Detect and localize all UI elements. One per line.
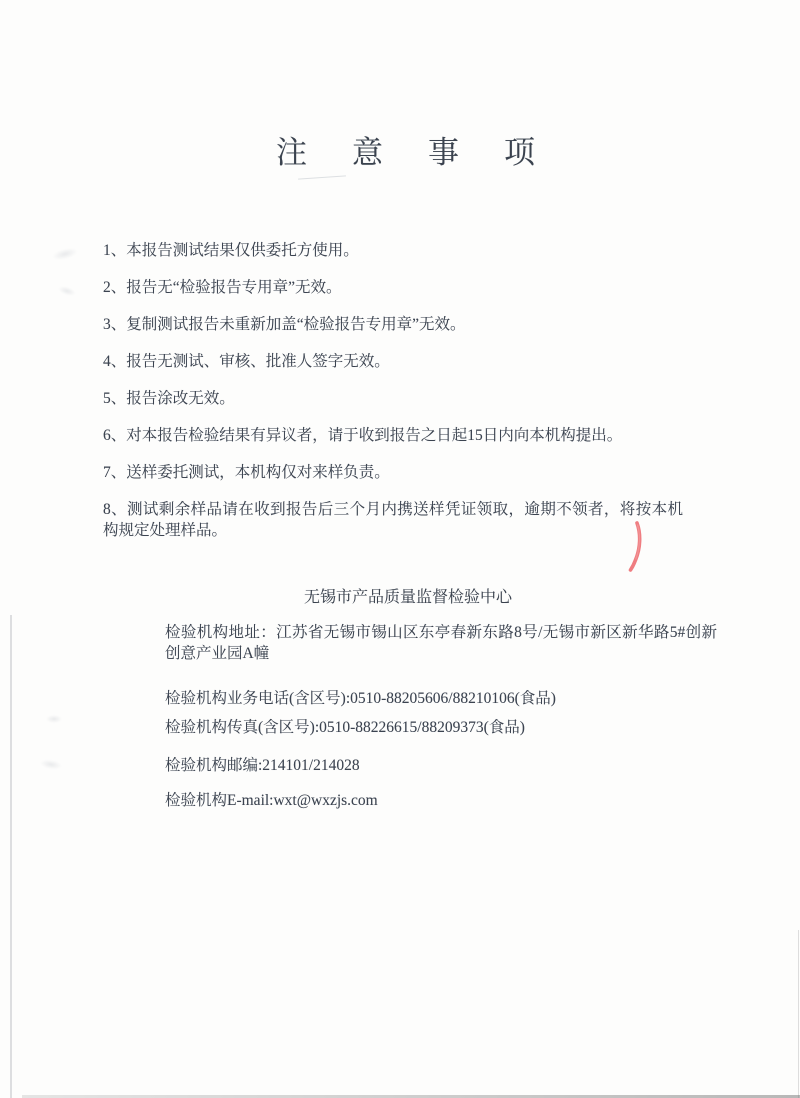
notice-item-6: 6、对本报告检验结果有异议者，请于收到报告之日起15日内向本机构提出。	[103, 427, 623, 444]
notices-list	[103, 240, 683, 557]
org-postcode-line: 检验机构邮编:214101/214028	[165, 757, 360, 774]
notice-item-1: 1、本报告测试结果仅供委托方使用。	[103, 242, 359, 259]
organization-name: 无锡市产品质量监督检验中心	[303, 589, 512, 606]
red-pen-mark	[622, 518, 648, 576]
org-address-line: 检验机构地址：江苏省无锡市锡山区东亭春新东路8号/无锡市新区新华路5#创新创意产业园A幢	[165, 624, 717, 662]
ink-smudge	[51, 246, 79, 262]
scan-edge-left	[10, 615, 12, 1098]
org-phone-line: 检验机构业务电话(含区号):0510-88205606/88210106(食品)	[165, 690, 556, 707]
ink-smudge	[57, 284, 77, 297]
notice-item-2: 2、报告无“检验报告专用章”无效。	[103, 279, 342, 296]
page-title: 注意事项	[276, 135, 580, 170]
scan-edge-right	[798, 930, 800, 1098]
scan-artifact-line	[298, 175, 346, 179]
org-email-line: 检验机构E-mail:wxt@wxzjs.com	[165, 792, 378, 809]
ink-smudge	[46, 715, 62, 723]
notice-item-7: 7、送样委托测试，本机构仅对来样负责。	[103, 464, 390, 481]
notice-item-5: 5、报告涂改无效。	[103, 390, 235, 407]
notice-item-3: 3、复制测试报告未重新加盖“检验报告专用章”无效。	[103, 316, 466, 333]
org-fax-line: 检验机构传真(含区号):0510-88226615/88209373(食品)	[165, 719, 525, 736]
notice-item-8: 8、测试剩余样品请在收到报告后三个月内携送样凭证领取，逾期不领者，将按本机构规定处理样品。	[103, 501, 683, 539]
notice-item-4: 4、报告无测试、审核、批准人签字无效。	[103, 353, 390, 370]
ink-smudge	[39, 758, 62, 770]
